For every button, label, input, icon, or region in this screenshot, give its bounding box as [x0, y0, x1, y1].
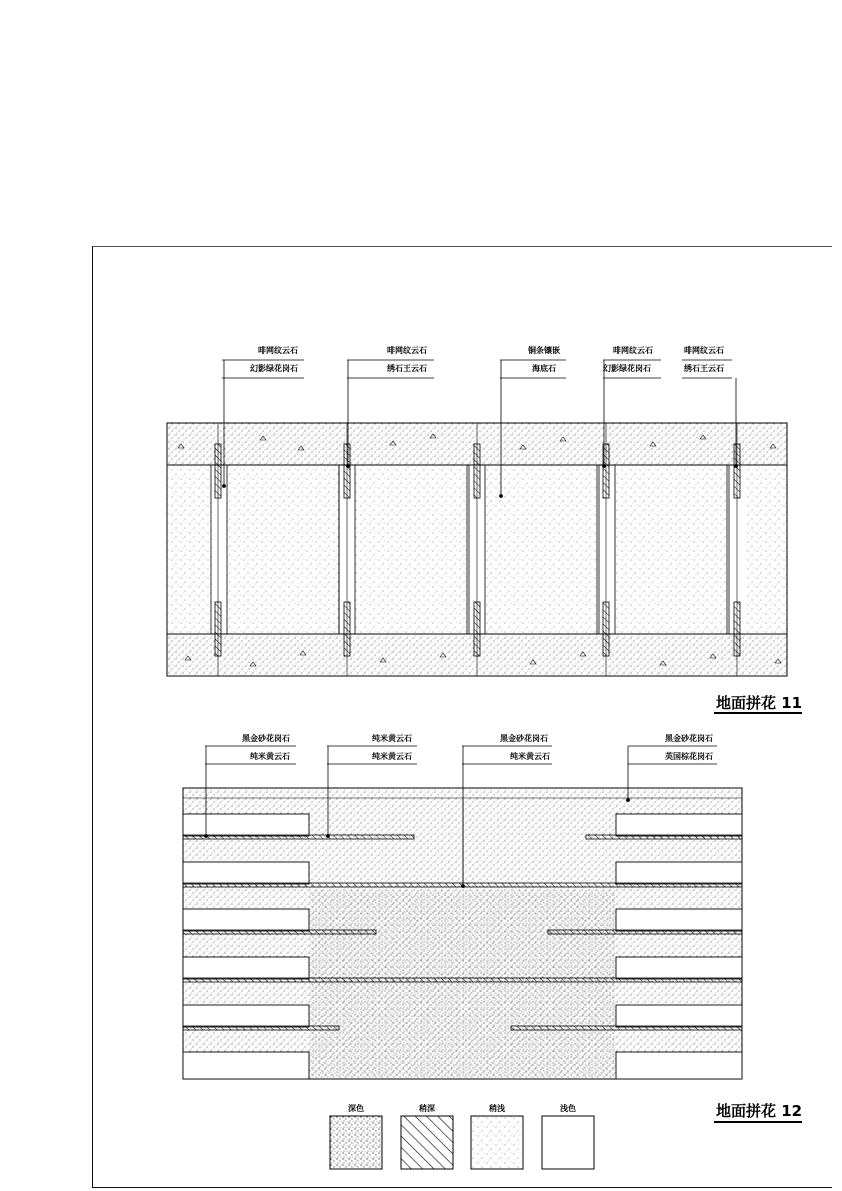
callout-11-2-top: 啡网纹云石	[387, 346, 427, 355]
caption-12-underline	[714, 1121, 802, 1123]
callout-11-1-top: 啡网纹云石	[258, 346, 298, 355]
callout-11-5-top: 啡网纹云石	[684, 346, 724, 355]
legend-label-dark: 深色	[348, 1104, 364, 1113]
callout-12-3-bottom: 纯米黄云石	[510, 752, 550, 761]
callout-11-4-top: 啡网纹云石	[613, 346, 653, 355]
callout-12-4-top: 黑金砂花岗石	[665, 734, 713, 743]
callout-12-3-top: 黑金砂花岗石	[500, 734, 548, 743]
legend-label-slightly-dark: 稍深	[419, 1104, 435, 1113]
caption-11-underline	[714, 712, 802, 714]
legend-label-light: 浅色	[560, 1104, 576, 1113]
callout-11-2-bottom: 绣石王云石	[387, 364, 427, 373]
callout-11-5-bottom: 绣石王云石	[684, 364, 724, 373]
caption-floor-pattern-11: 地面拼花 11	[716, 694, 803, 712]
caption-floor-pattern-12: 地面拼花 12	[716, 1102, 803, 1120]
callout-11-3-bottom: 海底石	[532, 364, 556, 373]
callout-12-1-top: 黑金砂花岗石	[242, 734, 290, 743]
legend-label-slightly-light: 稍浅	[489, 1104, 505, 1113]
callout-12-1-bottom: 纯米黄云石	[250, 752, 290, 761]
callout-12-4-bottom: 英国棕花岗石	[665, 752, 713, 761]
legend-swatches	[330, 1116, 594, 1169]
callout-11-4-bottom: 幻影绿花岗石	[603, 364, 651, 373]
callout-12-2-top: 纯米黄云石	[372, 734, 412, 743]
callout-11-3-top: 铜条镶嵌	[528, 346, 560, 355]
callout-12-2-bottom: 纯米黄云石	[372, 752, 412, 761]
callout-11-1-bottom: 幻影绿花岗石	[250, 364, 298, 373]
